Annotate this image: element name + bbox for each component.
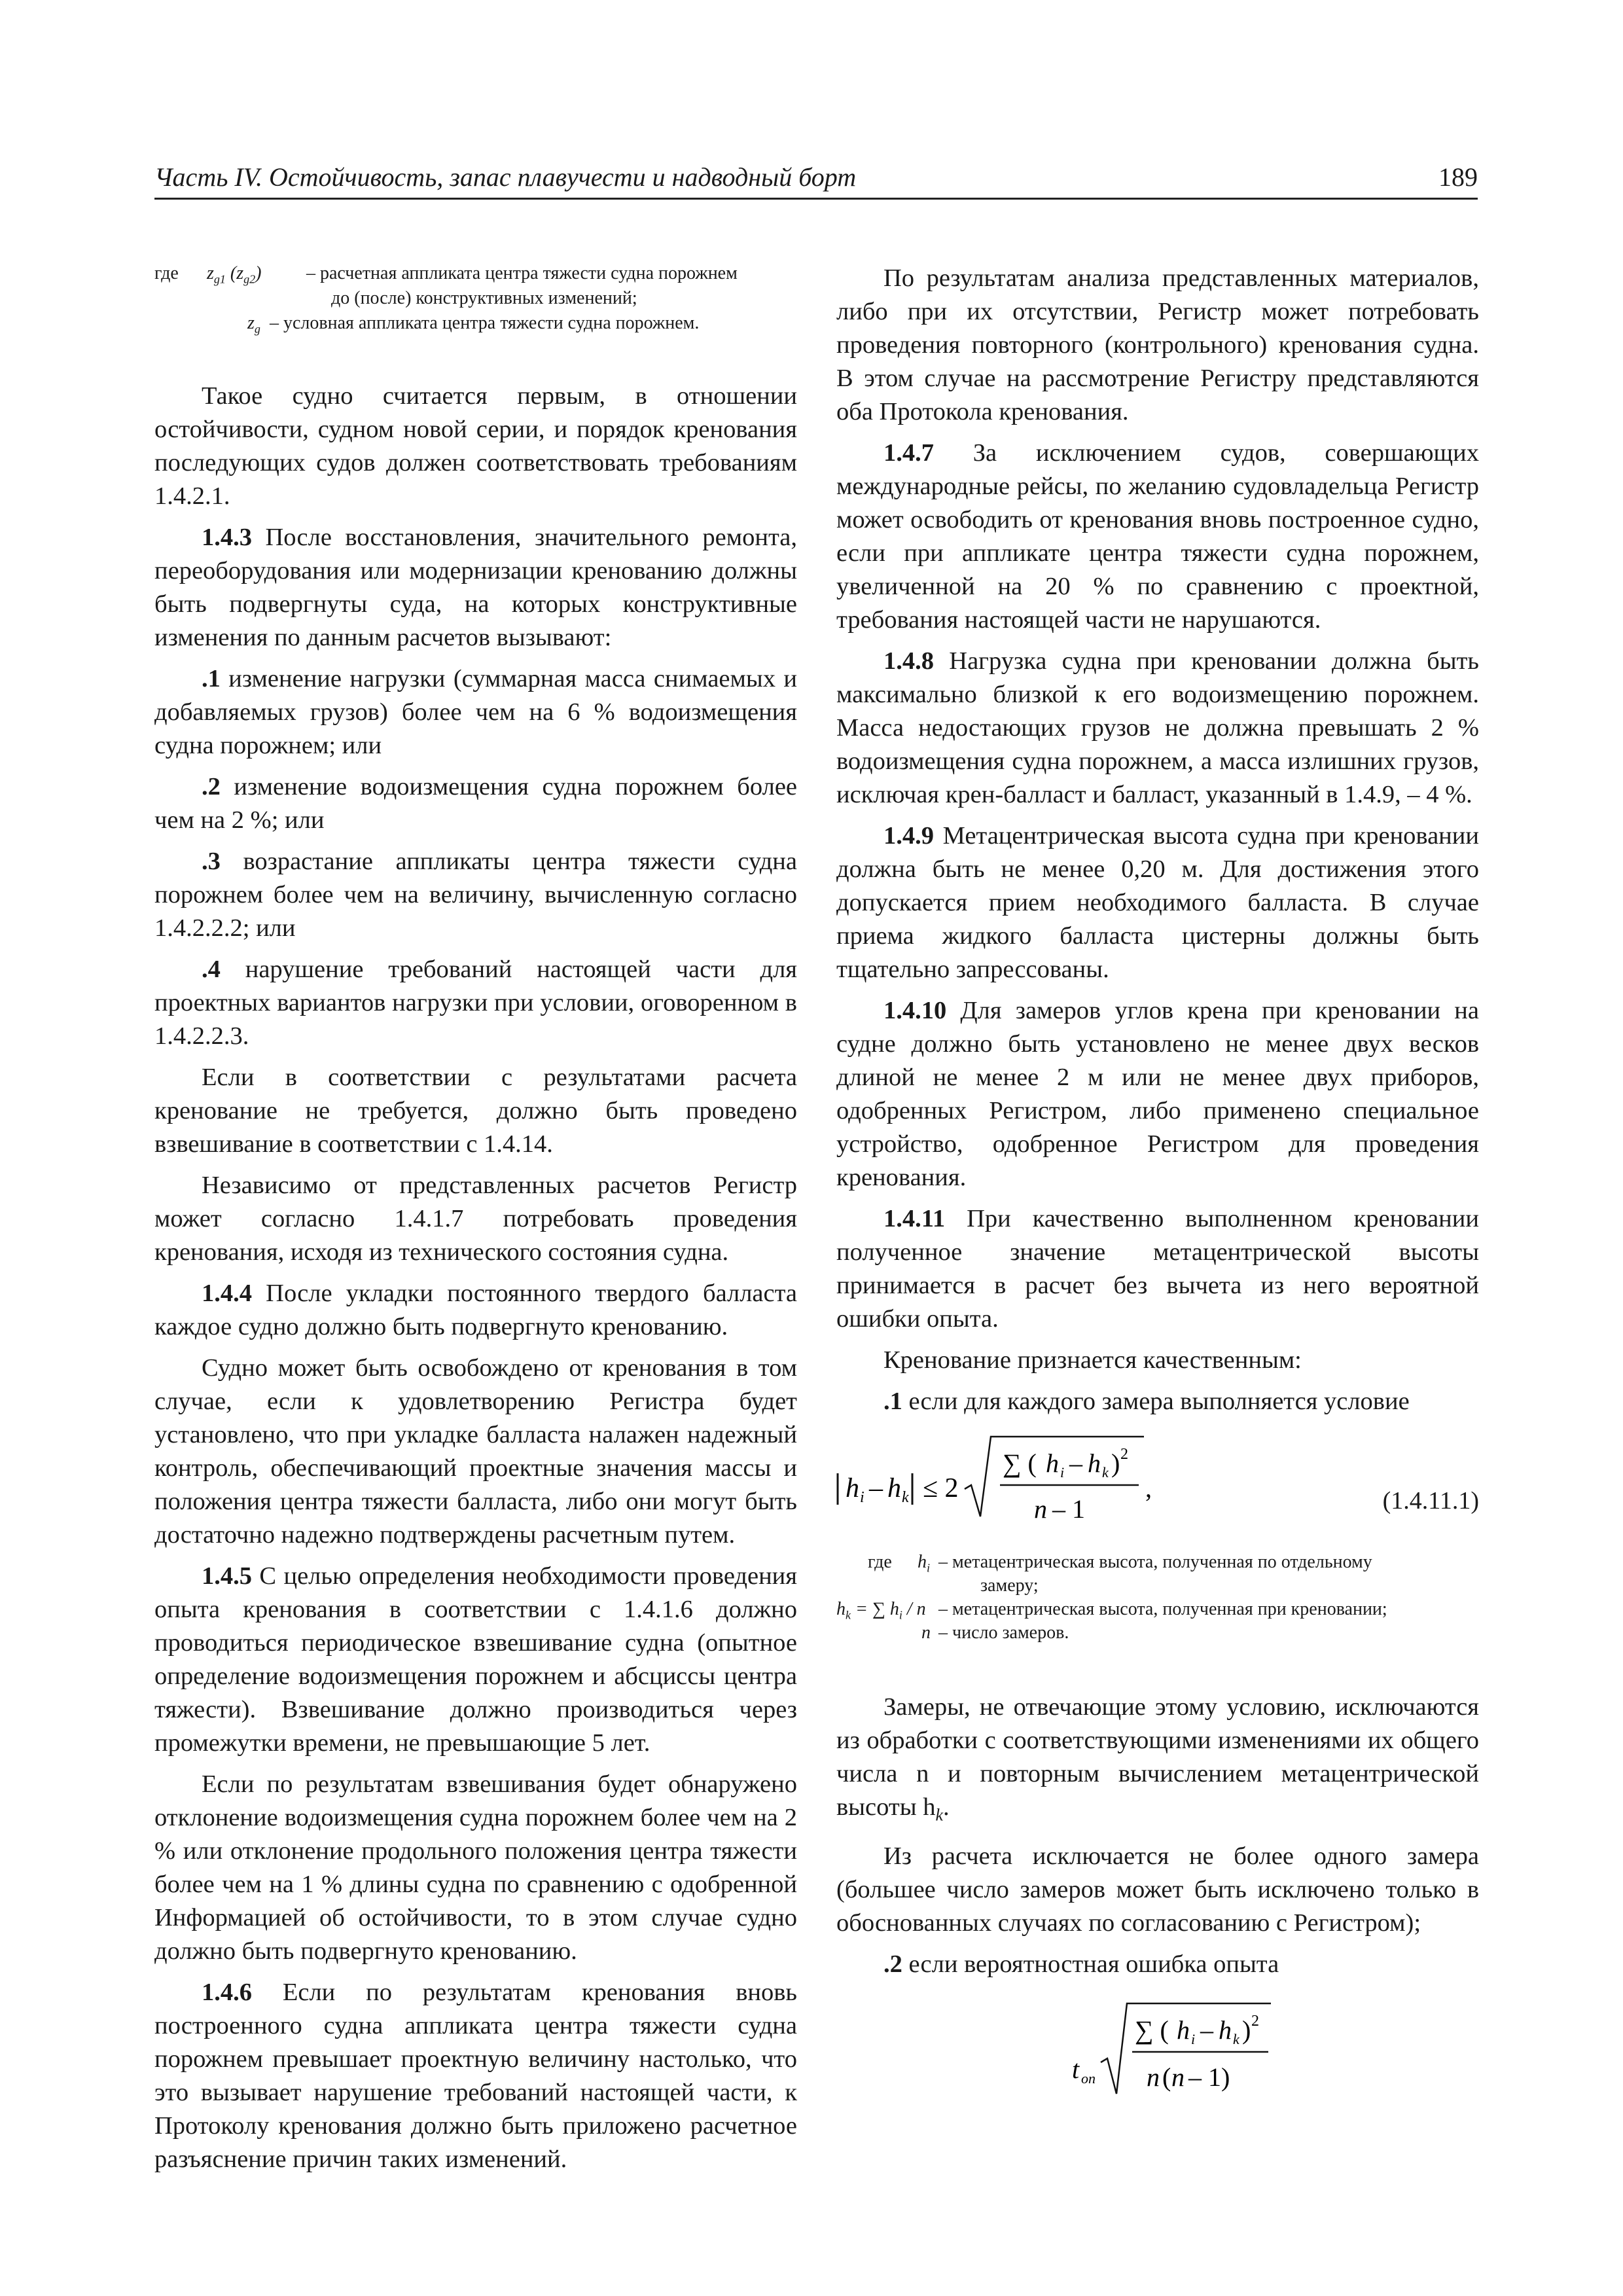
svg-text:∑ (: ∑ ( (1003, 1448, 1037, 1478)
svg-text:h: h (1046, 1448, 1059, 1478)
paragraph: Из расчета исключается не более одного замера (большее число замеров может быть исключено только в обоснованных случаях по согласованию с Регистром); (836, 1842, 1479, 1937)
formula-graphic (836, 1989, 1294, 2107)
svg-text:–: – (1200, 2015, 1213, 2045)
svg-text:∑ (: ∑ ( (1135, 2015, 1169, 2045)
svg-text:(: ( (1162, 2062, 1171, 2092)
paragraph-text: С целью определения необходимости проведения опыта кренования в соответствии с 1.4.1.6 должно проводиться периодическое взвешивание судна (опытное определение водоизмещения порожнем и абсциссы центра тяжести). Взвешивание должно производиться через промежутки времени, не превышающие 5 лет. (154, 1562, 797, 1757)
variable-note (154, 262, 797, 353)
formula-number: (1.4.11.1) (1382, 1487, 1479, 1515)
svg-text:– 1: – 1 (1052, 1494, 1085, 1524)
clause-number: .4 (202, 956, 221, 983)
paragraph-text: если для каждого замера выполняется условие (902, 1388, 1410, 1415)
clause-number: 1.4.10 (883, 997, 947, 1024)
svg-text:2: 2 (1120, 1446, 1128, 1463)
paragraph-text: Если по результатам кренования вновь построенного судна аппликата центра тяжести судна порожнем превышает проектную величину настолько, что это вызывает нарушение требований настоящей части, к Протоколу кренования должно быть приложено расчетное разъяснение причин таких изменений. (154, 1979, 797, 2173)
clause-number: 1.4.8 (883, 647, 934, 675)
page-number: 189 (1438, 162, 1478, 192)
clause-number: 1.4.11 (883, 1205, 946, 1232)
paragraph-text: нарушение требований настоящей части для проектных вариантов нагрузки при условии, оговоренном в 1.4.2.2.3. (154, 956, 797, 1050)
clause-number: 1.4.9 (883, 822, 934, 850)
svg-text:k: k (1233, 2030, 1240, 2047)
subscript: k (935, 1805, 943, 1825)
svg-text:i: i (1191, 2030, 1196, 2047)
note-line: – расчетная аппликата центра тяжести судна порожнем (306, 263, 738, 283)
svg-text:k: k (902, 1489, 909, 1506)
paragraph-text: Замеры, не отвечающие этому условию, исключаются из обработки с соответствующими изменениями их общего числа n и повторным вычислением метацентрической высоты h (836, 1693, 1479, 1821)
clause-number: 1.4.4 (202, 1280, 252, 1307)
paragraph (836, 1948, 1479, 1981)
paragraph-text: Для замеров углов крена при креновании на судне должно быть установлено не менее двух весков длиной не менее 2 м или не менее двух приборов, одобренных Регистром, либо применено специальное устройство, одобренное Регистром для проведения кренования. (836, 997, 1479, 1191)
note-line: – метацентрическая высота, полученная по отдельному (938, 1552, 1372, 1572)
symbol-hk-definition: $h_k$ = ∑ $h_i$ / n (836, 1599, 926, 1622)
svg-text:i: i (860, 1489, 865, 1506)
paragraph-text: После восстановления, значительного ремонта, переоборудования или модернизации кренованию должны быть подвергнуты суда, на которых конструктивные изменения по данным расчетов вызывают: (154, 524, 797, 651)
svg-text:n: n (1171, 2062, 1185, 2092)
note-where: где (154, 263, 179, 283)
svg-text:h: h (887, 1473, 901, 1503)
paragraph (836, 645, 1479, 812)
svg-text:– 1): – 1) (1188, 2062, 1230, 2092)
svg-text:): ) (1111, 1448, 1120, 1478)
paragraph: Кренование признается качественным: (883, 1346, 1302, 1374)
paragraph (154, 953, 797, 1053)
paragraph (154, 770, 797, 837)
clause-number: .2 (883, 1950, 902, 1978)
svg-text:n: n (1034, 1494, 1047, 1524)
svg-text:2: 2 (1251, 2012, 1259, 2030)
paragraph: Независимо от представленных расчетов Регистр может согласно 1.4.1.7 потребовать проведения кренования, исходя из технического состояния судна. (154, 1172, 797, 1266)
svg-text:≤ 2: ≤ 2 (923, 1473, 959, 1503)
svg-text:h: h (1177, 2015, 1190, 2045)
clause-number: .3 (202, 848, 221, 875)
paragraph (836, 1202, 1479, 1336)
note-where: где (868, 1552, 892, 1572)
paragraph (154, 1560, 797, 1760)
paragraph-text: При качественно выполненном креновании полученное значение метацентрической высоты принимается в расчет без вычета из него вероятной ошибки опыта. (836, 1205, 1479, 1333)
paragraph: Замеры, не отвечающие этому условию, исключаются из обработки с соответствующими изменениями их общего числа n и повторным вычислением метацентрической высоты $h_k$. (836, 1693, 1479, 1825)
paragraph: Такое судно считается первым, в отношении остойчивости, судном новой серии, и порядок кренования последующих судов должен соответствовать требованиям 1.4.2.1. (154, 382, 797, 510)
svg-text:–: – (869, 1473, 883, 1503)
paragraph: Если в соответствии с результатами расчета кренование не требуется, должно быть проведено взвешивание в соответствии с 1.4.14. (154, 1064, 797, 1158)
paragraph: Судно может быть освобождено от кренования в том случае, если к удовлетворению Регистра будет установлено, что при укладке балласта налажен надежный контроль, обеспечивающий проектные значения массы и положения центра тяжести балласта, либо они могут быть достаточно надежно подтверждены расчетным путем. (154, 1354, 797, 1549)
paragraph (836, 1385, 1479, 1418)
symbol-zg: $z_{g1}$ $(z_{g2})$ (207, 263, 262, 286)
svg-text:t: t (1072, 2054, 1080, 2084)
svg-text:k: k (1102, 1464, 1109, 1480)
paragraph (154, 521, 797, 655)
clause-number: 1.4.5 (202, 1562, 252, 1590)
note-line: – условная аппликата центра тяжести судна порожнем. (270, 313, 700, 333)
note-line: замеру; (980, 1575, 1039, 1596)
svg-text:h: h (1219, 2015, 1232, 2045)
running-header (154, 156, 1478, 200)
svg-text:h: h (846, 1473, 859, 1503)
paragraph (836, 437, 1479, 637)
paragraph (154, 662, 797, 762)
header-title: Часть IV. Остойчивость, запас плавучести и надводный борт (154, 162, 857, 192)
paragraph (836, 819, 1479, 986)
note-line: до (после) конструктивных изменений; (331, 288, 637, 308)
symbol-zg: $z_g$ (247, 313, 260, 336)
paragraph: Если по результатам взвешивания будет обнаружено отклонение водоизмещения судна порожнем более чем на 2 % или отклонение продольного положения центра тяжести более чем на 1 % длины судна по сравнению с одобренной Информацией об остойчивости, то в этом случае судно должно быть подвергнуто кренованию. (154, 1770, 797, 1965)
svg-text:i: i (1060, 1464, 1065, 1480)
paragraph (154, 1277, 797, 1344)
paragraph-text: изменение водоизмещения судна порожнем более чем на 2 %; или (154, 773, 797, 834)
formula-graphic (836, 1426, 1334, 1551)
paragraph-text: Нагрузка судна при креновании должна быть максимально близкой к его водоизмещению порожнем. Масса недостающих грузов не должна превышать 2 % водоизмещения судна порожнем, а масса излишних грузов, исключая крен-балласт и балласт, указанный в 1.4.9, – 4 %. (836, 647, 1479, 808)
clause-number: .2 (202, 773, 221, 800)
paragraph-text: если вероятностная ошибка опыта (902, 1950, 1279, 1978)
clause-number: .1 (883, 1388, 902, 1415)
paragraph (154, 1976, 797, 2176)
paragraph: По результатам анализа представленных материалов, либо при их отсутствии, Регистр может потребовать проведения повторного (контрольного) кренования судна. В этом случае на рассмотрение Регистру представляются оба Протокола кренования. (836, 264, 1479, 425)
paragraph (154, 845, 797, 945)
symbol-hi: $h_i$ (918, 1552, 931, 1575)
left-column (154, 262, 797, 2184)
note-line: – метацентрическая высота, полученная при креновании; (938, 1599, 1387, 1619)
clause-number: 1.4.3 (202, 524, 252, 551)
clause-number: 1.4.6 (202, 1979, 252, 2006)
svg-text:h: h (1088, 1448, 1101, 1478)
clause-number: 1.4.7 (883, 439, 934, 467)
formula-probable-error (836, 1989, 1479, 2107)
svg-text:n: n (1147, 2062, 1160, 2092)
svg-text:оп: оп (1081, 2070, 1096, 2087)
paragraph-text: изменение нагрузки (суммарная масса снимаемых и добавляемых грузов) более чем на 6 % водоизмещения судна порожнем; или (154, 665, 797, 759)
clause-number: .1 (202, 665, 221, 692)
variable-note (836, 1551, 1479, 1662)
paragraph-text: После укладки постоянного твердого балласта каждое судно должно быть подвергнуто кренованию. (154, 1280, 797, 1340)
paragraph-text: Метацентрическая высота судна при креновании должна быть не менее 0,20 м. Для достижения этого допускается прием необходимого балласта. В случае приема жидкого балласта цистерны должны быть тщательно запрессованы. (836, 822, 1479, 983)
paragraph-text: возрастание аппликаты центра тяжести судна порожнем более чем на величину, вычисленную согласно 1.4.2.2.2; или (154, 848, 797, 942)
paragraph-text: За исключением судов, совершающих международные рейсы, по желанию судовладельца Регистр может освободить от кренования вновь построенное судно, если при аппликате центра тяжести судна порожнем, увеличенной на 20 % по сравнению с проектной, требования настоящей части не нарушаются. (836, 439, 1479, 634)
svg-text:,: , (1145, 1473, 1152, 1503)
right-column (836, 262, 1479, 2107)
paragraph (836, 994, 1479, 1194)
svg-text:): ) (1242, 2015, 1251, 2045)
svg-text:–: – (1069, 1448, 1082, 1478)
formula-1-4-11-1 (836, 1426, 1479, 1551)
symbol-n: n (921, 1623, 931, 1643)
note-line: – число замеров. (938, 1623, 1069, 1643)
